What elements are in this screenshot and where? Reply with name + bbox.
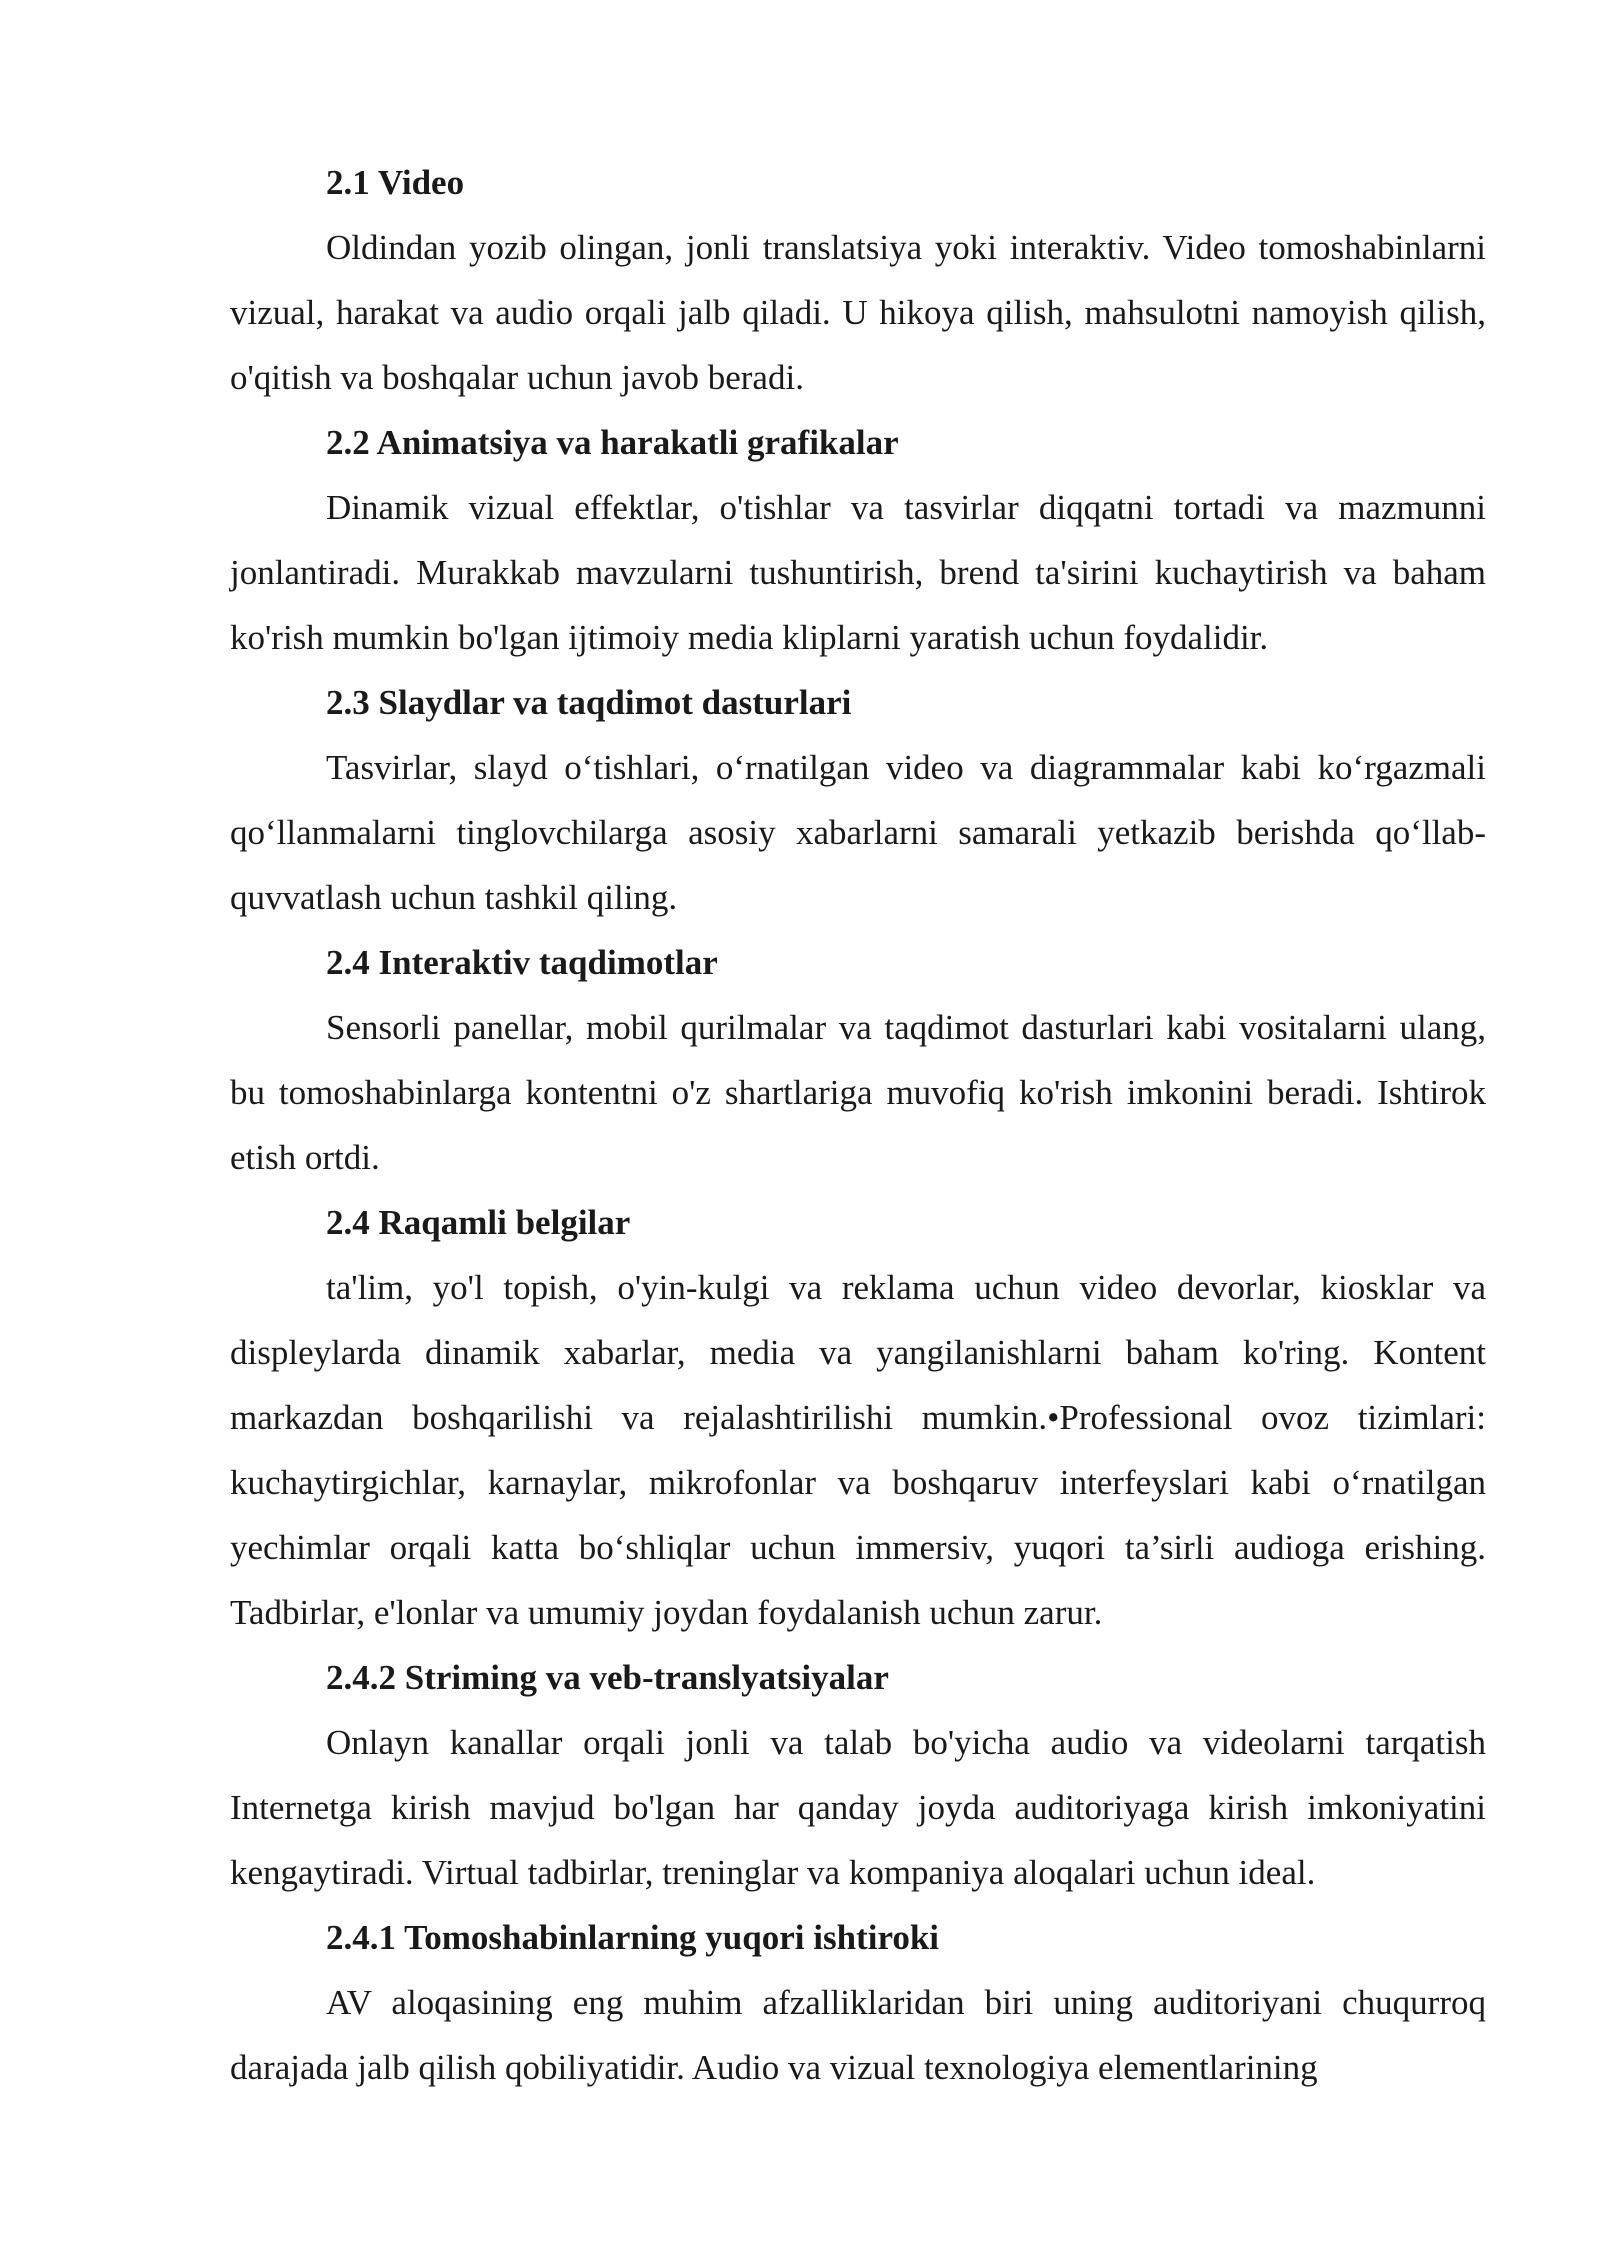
section-heading-video: 2.1 Video [326, 163, 465, 202]
section-heading-striming: 2.4.2 Striming va veb-translyatsiyalar [326, 1658, 889, 1697]
section-paragraph-raqamli: ta'lim, yo'l topish, o'yin-kulgi va reklama uchun video devorlar, kiosklar va displeylarda dinamik xabarlar, media va yangilanishlarni baham ko'ring. Kontent markazdan boshqarilishi va rejalashtirilishi mumkin.•Professional ovoz tizimlari: kuchaytirgichlar, karnaylar, mikrofonlar va boshqaruv interfeyslari kabi o‘rnatilgan yechimlar orqali katta bo‘shliqlar uchun immersiv, yuqori ta’sirli audioga erishing. Tadbirlar, e'lonlar va umumiy joydan foydalanish uchun zarur. [230, 1268, 1486, 1632]
section-heading-ishtirok: 2.4.1 Tomoshabinlarning yuqori ishtiroki [326, 1918, 940, 1957]
section-heading-animatsiya: 2.2 Animatsiya va harakatli grafikalar [326, 423, 899, 462]
section-paragraph-ishtirok: AV aloqasining eng muhim afzalliklaridan biri uning auditoriyani chuqurroq darajada jalb qilish qobiliyatidir. Audio va vizual texnologiya elementlarining [230, 1983, 1486, 2087]
section-heading-interaktiv: 2.4 Interaktiv taqdimotlar [326, 943, 718, 982]
section-heading-raqamli: 2.4 Raqamli belgilar [326, 1203, 631, 1242]
section-heading-slaydlar: 2.3 Slaydlar va taqdimot dasturlari [326, 683, 852, 722]
section-paragraph-animatsiya: Dinamik vizual effektlar, o'tishlar va tasvirlar diqqatni tortadi va mazmunni jonlantiradi. Murakkab mavzularni tushuntirish, brend ta'sirini kuchaytirish va baham ko'rish mumkin bo'lgan ijtimoiy media kliplarni yaratish uchun foydalidir. [230, 488, 1486, 657]
section-paragraph-interaktiv: Sensorli panellar, mobil qurilmalar va taqdimot dasturlari kabi vositalarni ulang, bu tomoshabinlarga kontentni o'z shartlariga muvofiq ko'rish imkonini beradi. Ishtirok etish ortdi. [230, 1008, 1486, 1177]
section-paragraph-striming: Onlayn kanallar orqali jonli va talab bo'yicha audio va videolarni tarqatish Internetga kirish mavjud bo'lgan har qanday joyda auditoriyaga kirish imkoniyatini kengaytiradi. Virtual tadbirlar, treninglar va kompaniya aloqalari uchun ideal. [230, 1723, 1486, 1892]
section-paragraph-slaydlar: Tasvirlar, slayd o‘tishlari, o‘rnatilgan video va diagrammalar kabi ko‘rgazmali qo‘llanmalarni tinglovchilarga asosiy xabarlarni samarali yetkazib berishda qo‘llab-quvvatlash uchun tashkil qiling. [230, 748, 1486, 917]
section-paragraph-video: Oldindan yozib olingan, jonli translatsiya yoki interaktiv. Video tomoshabinlarni vizual, harakat va audio orqali jalb qiladi. U hikoya qilish, mahsulotni namoyish qilish, o'qitish va boshqalar uchun javob beradi. [230, 228, 1486, 397]
document-body [230, 150, 1486, 2100]
